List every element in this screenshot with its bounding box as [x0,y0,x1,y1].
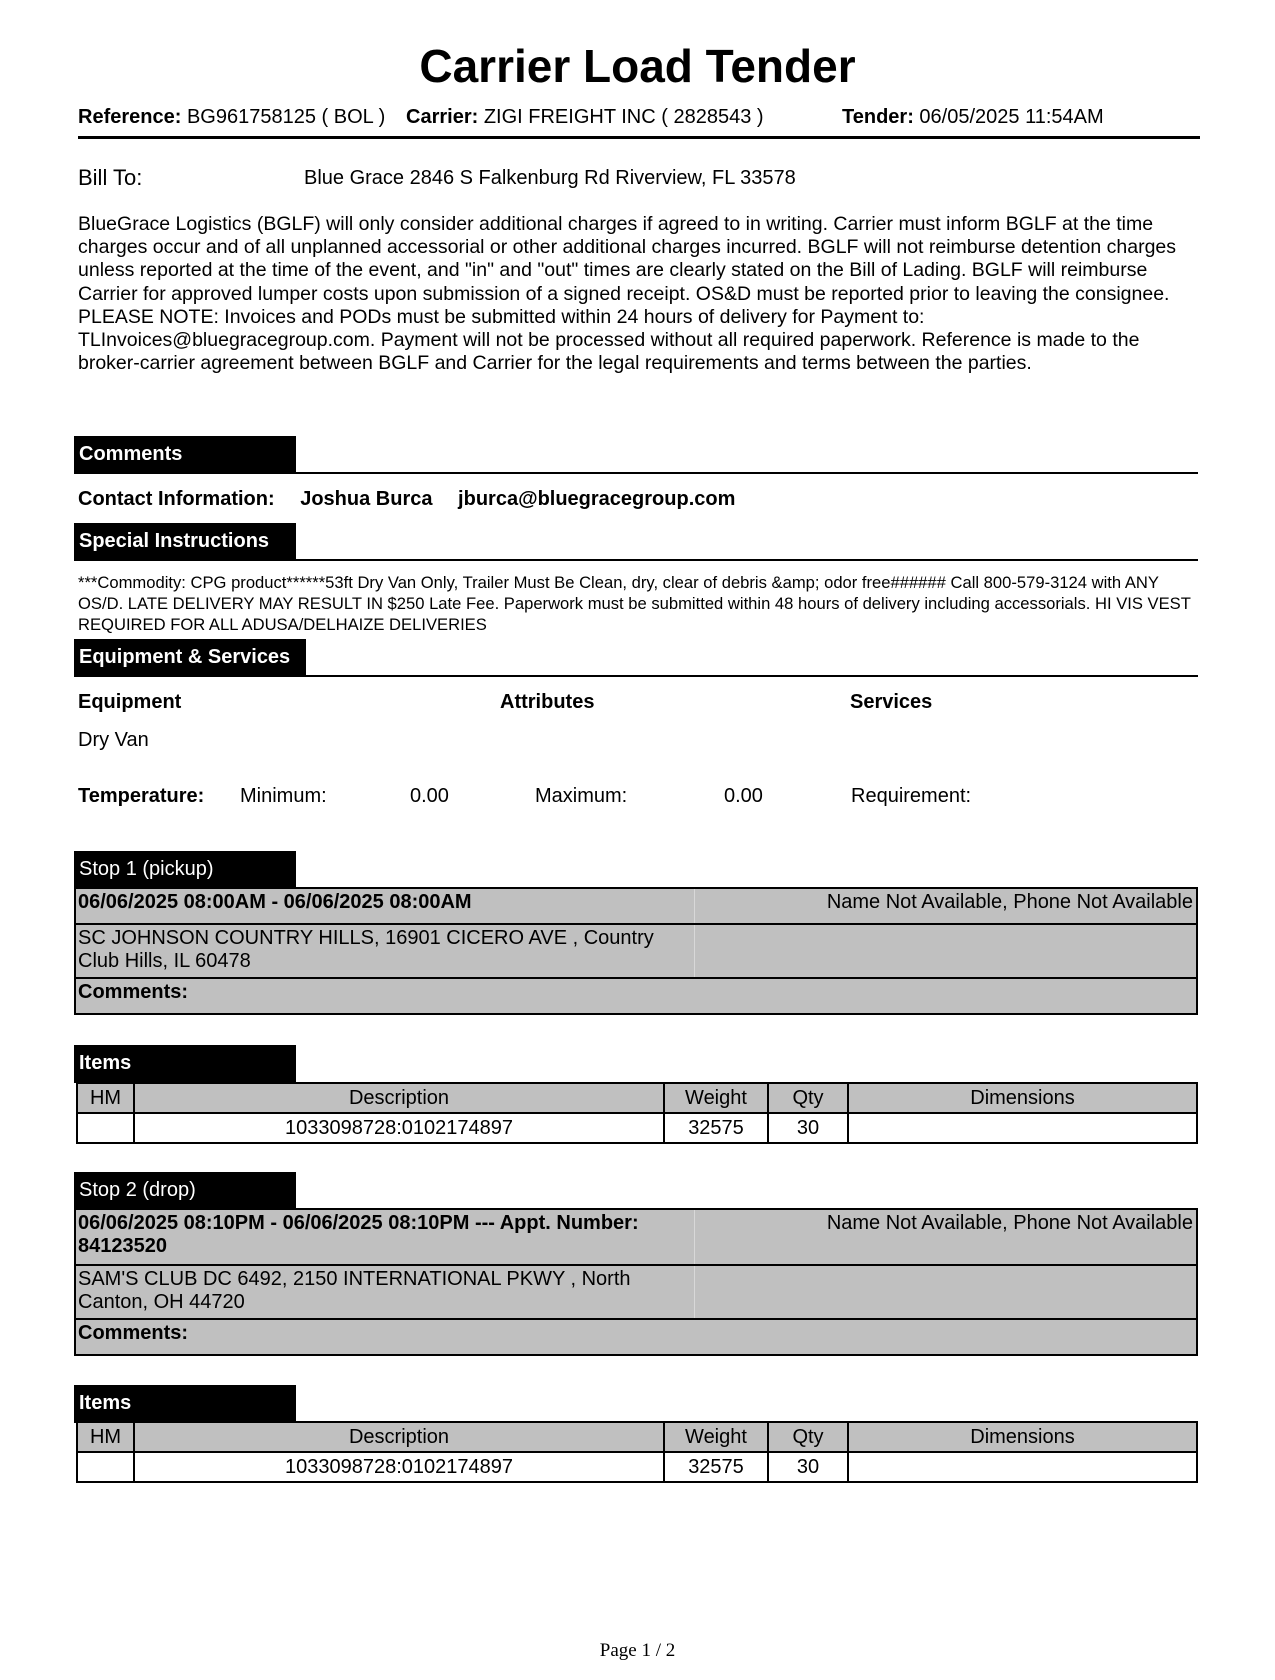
column-header-description: Description [134,1083,664,1113]
stop-2-details [74,1208,1198,1356]
stop-2-comments-label: Comments: [78,1322,189,1344]
column-header-hm: HM [77,1083,134,1113]
services-column-label: Services [850,691,933,713]
special-instructions-text: ***Commodity: CPG product******53ft Dry Van Only, Trailer Must Be Clean, dry, clear of debris &amp; odor free###### Call 800-579-3124 with ANY OS/D. LATE DELIVERY MAY RESULT IN $250 Late Fee. Paperwork must be submitted within 48 hours of delivery including accessorials. HI VIS VEST REQUIRED FOR ALL ADUSA/DELHAIZE DELIVERIES [78,573,1191,634]
column-header-hm: HM [77,1422,134,1452]
carrier-field [406,104,764,130]
stop-1-contact: Name Not Available, Phone Not Available [826,891,1193,913]
item-weight: 32575 [664,1452,768,1482]
carrier-label: Carrier: [406,106,479,128]
terms-paragraph: BlueGrace Logistics (BGLF) will only consider additional charges if agreed to in writing. Carrier must inform BGLF at the time charges occur and of all unplanned accessorial or other additional charges incurred. BGLF will not reimburse detention charges unless reported at the time of the event, and "in" and "out" times are clearly stated on the Bill of Lading. BGLF will reimburse Carrier for approved lumper costs upon submission of a signed receipt. OS&D must be reported prior to leaving the consignee. PLEASE NOTE: Invoices and PODs must be submitted within 24 hours of delivery for Payment to: TLInvoices@bluegracegroup.com. Payment will not be processed without all required paperwork. Reference is made to the broker-carrier agreement between BGLF and Carrier for the legal requirements and terms between the parties. [78,213,1177,375]
stop-1-details [74,887,1198,1015]
item-description: 1033098728:0102174897 [134,1113,664,1143]
item-qty: 30 [768,1113,848,1143]
column-header-weight: Weight [664,1422,768,1452]
tender-value: 06/05/2025 11:54AM [919,106,1104,128]
temperature-label: Temperature: [78,785,205,807]
reference-field [78,104,385,130]
column-header-weight: Weight [664,1083,768,1113]
comments-heading: Comments [74,436,296,474]
special-instructions-divider [296,559,1198,561]
stop-2-items-table [76,1421,1198,1483]
reference-label: Reference: [78,106,182,128]
item-dimensions [848,1113,1197,1143]
table-row [77,1113,1197,1143]
items-header-row [77,1083,1197,1113]
item-hm [77,1113,134,1143]
tender-label: Tender: [842,106,914,128]
column-header-description: Description [134,1422,664,1452]
carrier-value: ZIGI FREIGHT INC ( 2828543 ) [483,106,764,128]
minimum-value: 0.00 [410,785,449,807]
column-header-qty: Qty [768,1422,848,1452]
stop-2-address: SAM'S CLUB DC 6492, 2150 INTERNATIONAL PKWY , North Canton, OH 44720 [78,1268,631,1313]
page-number: Page 1 / 2 [599,1640,676,1661]
table-row [77,1452,1197,1482]
item-dimensions [848,1452,1197,1482]
attributes-column-label: Attributes [500,691,595,713]
stop-2-address-row [76,1266,1196,1320]
contact-name: Joshua Burca [300,488,433,510]
item-weight: 32575 [664,1113,768,1143]
stop-2-datetime-row [76,1210,1196,1266]
item-description: 1033098728:0102174897 [134,1452,664,1482]
column-header-qty: Qty [768,1083,848,1113]
equipment-services-divider [306,675,1198,677]
special-instructions-heading: Special Instructions [74,523,296,561]
minimum-label: Minimum: [240,785,327,807]
stop-1-items-heading: Items [74,1045,296,1083]
column-header-dimensions: Dimensions [848,1422,1197,1452]
reference-value: BG961758125 ( BOL ) [186,106,386,128]
bill-to-value: Blue Grace 2846 S Falkenburg Rd Riverview, FL 33578 [304,167,796,189]
equipment-column-label: Equipment [78,691,182,713]
equipment-services-heading: Equipment & Services [74,639,306,677]
stop-1-address-row [76,925,1196,979]
stop-1-address: SC JOHNSON COUNTRY HILLS, 16901 CICERO AVE , Country Club Hills, IL 60478 [78,927,654,972]
maximum-value: 0.00 [724,785,763,807]
stop-1-heading: Stop 1 (pickup) [74,851,296,889]
contact-email: jburca@bluegracegroup.com [458,488,736,510]
stop-2-contact: Name Not Available, Phone Not Available [826,1212,1193,1234]
item-hm [77,1452,134,1482]
contact-information [78,486,755,512]
tender-field [842,104,1104,130]
equipment-value: Dry Van [78,729,149,751]
bill-to-label: Bill To: [78,165,143,190]
stop-2-heading: Stop 2 (drop) [74,1172,296,1210]
maximum-label: Maximum: [535,785,628,807]
stop-1-datetime-row [76,889,1196,925]
comments-divider [296,472,1198,474]
item-qty: 30 [768,1452,848,1482]
stop-2-comments-row [76,1320,1196,1354]
stop-1-comments-label: Comments: [78,981,189,1003]
stop-1-datetime: 06/06/2025 08:00AM - 06/06/2025 08:00AM [78,891,472,913]
header-divider [78,136,1200,139]
stop-2-datetime: 06/06/2025 08:10PM - 06/06/2025 08:10PM --- Appt. Number: 84123520 [78,1212,639,1257]
contact-label: Contact Information: [78,488,275,510]
stop-1-comments-row [76,979,1196,1013]
items-header-row [77,1422,1197,1452]
page-title: Carrier Load Tender [419,40,856,92]
stop-2-items-heading: Items [74,1385,296,1423]
column-header-dimensions: Dimensions [848,1083,1197,1113]
stop-1-items-table [76,1082,1198,1144]
requirement-label: Requirement: [851,785,972,807]
